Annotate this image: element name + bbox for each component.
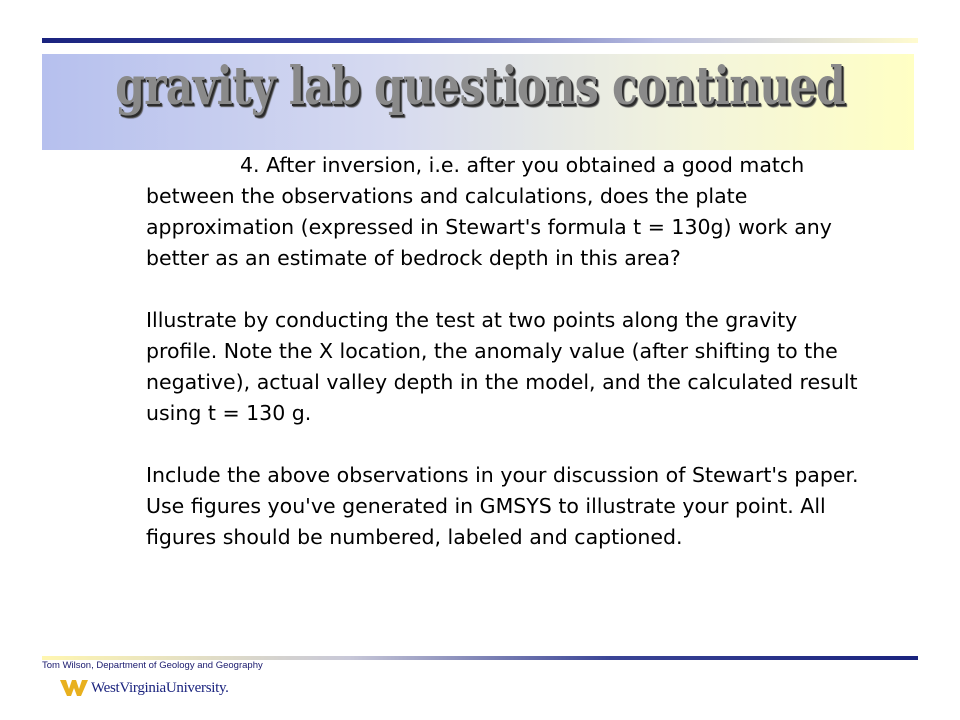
footer-credit: Tom Wilson, Department of Geology and Geography — [42, 660, 263, 671]
illustrate-paragraph: Illustrate by conducting the test at two points along the gravity profile. Note the X location, the anomaly value (after shifting to the negative), actual valley depth in the model, and the calculated result using t = 130 g. — [146, 308, 858, 425]
top-divider — [42, 38, 918, 43]
wvu-logo — [60, 678, 229, 698]
include-paragraph: Include the above observations in your discussion of Stewart's paper. Use figures you've generated in GMSYS to illustrate your point. All figures should be numbered, labeled and captioned. — [146, 463, 859, 549]
question-paragraph: 4. After inversion, i.e. after you obtained a good match between the observations and calculations, does the plate approximation (expressed in Stewart's formula t = 130g) work any better as an estimate of bedrock depth in this area? — [146, 153, 832, 270]
slide-title: gravity lab questions continued — [115, 56, 845, 117]
wvu-logo-text: WestVirginiaUniversity. — [91, 679, 229, 696]
slide-body — [146, 150, 866, 584]
wvu-flying-wv-icon — [60, 678, 88, 698]
